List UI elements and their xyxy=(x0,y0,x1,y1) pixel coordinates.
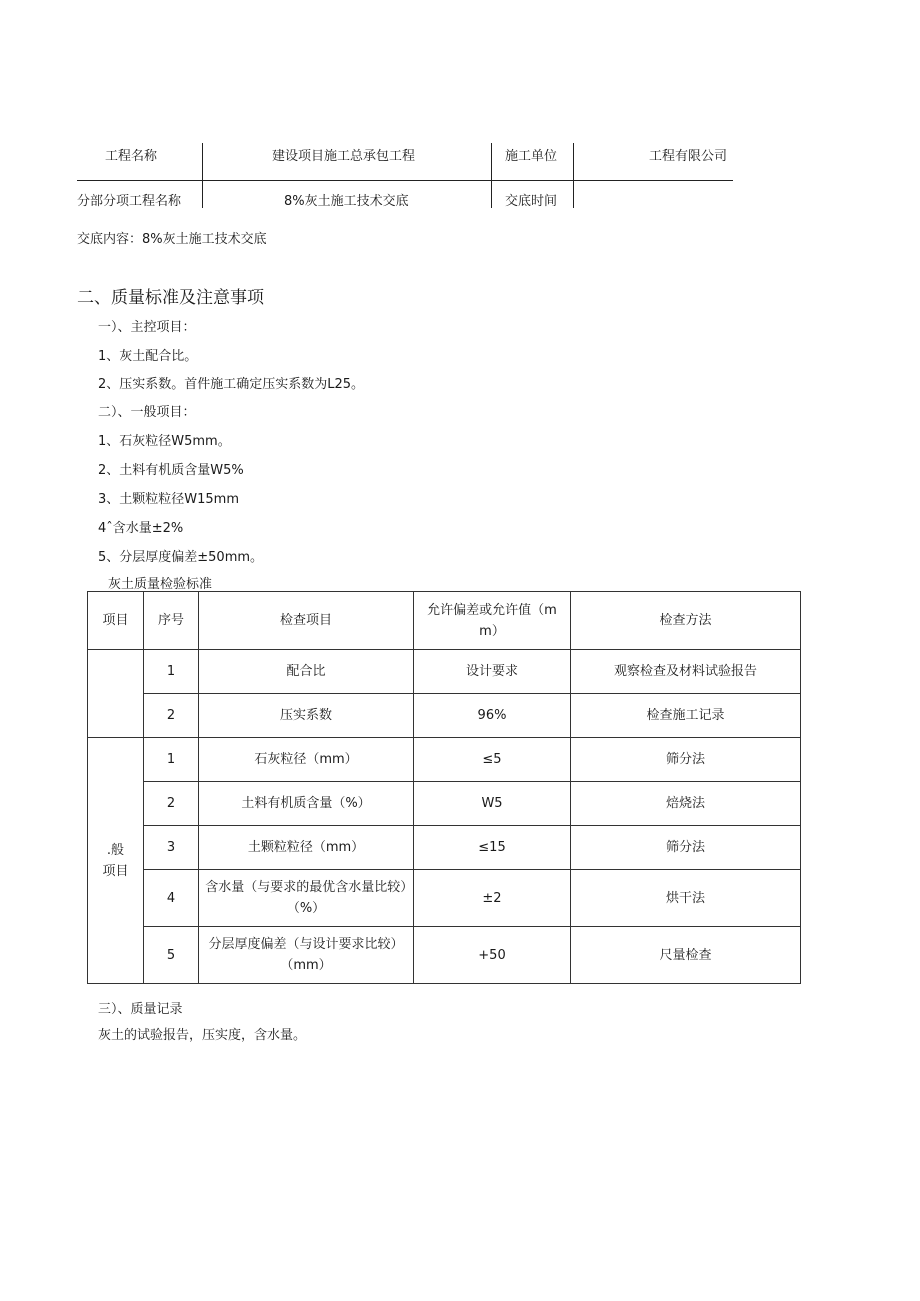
row-value: W5 xyxy=(414,782,571,826)
header-cell: 项目 xyxy=(88,592,144,650)
row-item: 土颗粒粒径（mm） xyxy=(199,826,414,870)
row-item: 含水量（与要求的最优含水量比较）（%） xyxy=(199,870,414,927)
row-item: 配合比 xyxy=(199,650,414,694)
project-name-value: 建设项目施工总承包工程 xyxy=(272,149,416,164)
table-row xyxy=(88,826,801,870)
row-value: 96% xyxy=(414,694,571,738)
general-item: 3、土颗粒粒径W15mm xyxy=(98,492,239,507)
row-value: 设计要求 xyxy=(414,650,571,694)
row-no: 2 xyxy=(144,782,199,826)
table-row xyxy=(88,870,801,927)
table-row xyxy=(88,738,801,782)
general-item: 2、土料有机质含量W5% xyxy=(98,463,244,478)
records-text: 灰土的试验报告，压实度，含水量。 xyxy=(98,1028,307,1043)
row-value: +50 xyxy=(414,927,571,984)
table-row xyxy=(88,927,801,984)
row-no: 3 xyxy=(144,826,199,870)
row-no: 4 xyxy=(144,870,199,927)
header-col-divider-2 xyxy=(491,143,492,208)
row-value: ±2 xyxy=(414,870,571,927)
row-no: 1 xyxy=(144,738,199,782)
row-item: 分层厚度偏差（与设计要求比较）（mm） xyxy=(199,927,414,984)
general-item: 1、石灰粒径W5mm。 xyxy=(98,434,231,449)
row-method: 烘干法 xyxy=(571,870,801,927)
row-value: ≤5 xyxy=(414,738,571,782)
header-cell: 检查方法 xyxy=(571,592,801,650)
general-item: 5、分层厚度偏差±50mm。 xyxy=(98,550,264,565)
general-group-cell: .般项目 xyxy=(88,738,144,984)
general-item: 4ˆ含水量±2% xyxy=(98,521,184,536)
row-item: 土料有机质含量（%） xyxy=(199,782,414,826)
records-heading: 三）、质量记录 xyxy=(98,1002,183,1017)
subproject-label: 分部分项工程名称 xyxy=(77,194,182,209)
subproject-value: 8%灰土施工技术交底 xyxy=(284,194,409,209)
header-col-divider-3 xyxy=(573,143,574,208)
main-control-item: 1、灰土配合比。 xyxy=(98,349,198,364)
handover-time-label: 交底时间 xyxy=(505,194,558,209)
row-item: 压实系数 xyxy=(199,694,414,738)
row-value: ≤15 xyxy=(414,826,571,870)
main-group-cell xyxy=(88,650,144,738)
row-method: 焙烧法 xyxy=(571,782,801,826)
row-no: 1 xyxy=(144,650,199,694)
section-title: 二、质量标准及注意事项 xyxy=(77,288,264,308)
header-row-divider xyxy=(77,180,733,181)
main-control-item: 2、压实系数。首件施工确定压实系数为L25。 xyxy=(98,377,365,392)
table-row xyxy=(88,694,801,738)
table-row xyxy=(88,782,801,826)
header-cell: 检查项目 xyxy=(199,592,414,650)
header-cell: 序号 xyxy=(144,592,199,650)
row-item: 石灰粒径（mm） xyxy=(199,738,414,782)
main-control-heading: 一）、主控项目： xyxy=(98,320,196,335)
row-method: 筛分法 xyxy=(571,826,801,870)
row-method: 检查施工记录 xyxy=(571,694,801,738)
project-name-label: 工程名称 xyxy=(105,149,158,164)
table-caption: 灰土质量检验标准 xyxy=(108,577,213,592)
quality-inspection-table xyxy=(87,591,801,984)
row-method: 筛分法 xyxy=(571,738,801,782)
contractor-label: 施工单位 xyxy=(505,149,558,164)
row-no: 2 xyxy=(144,694,199,738)
general-heading: 二）、一般项目： xyxy=(98,405,196,420)
row-method: 观察检查及材料试验报告 xyxy=(571,650,801,694)
header-cell: 允许偏差或允许值（mm） xyxy=(414,592,571,650)
header-col-divider-1 xyxy=(202,143,203,208)
contractor-value: 工程有限公司 xyxy=(649,149,728,164)
row-no: 5 xyxy=(144,927,199,984)
handover-content-line: 交底内容：8%灰土施工技术交底 xyxy=(77,232,267,247)
table-row xyxy=(88,650,801,694)
table-header-row xyxy=(88,592,801,650)
row-method: 尺量检查 xyxy=(571,927,801,984)
